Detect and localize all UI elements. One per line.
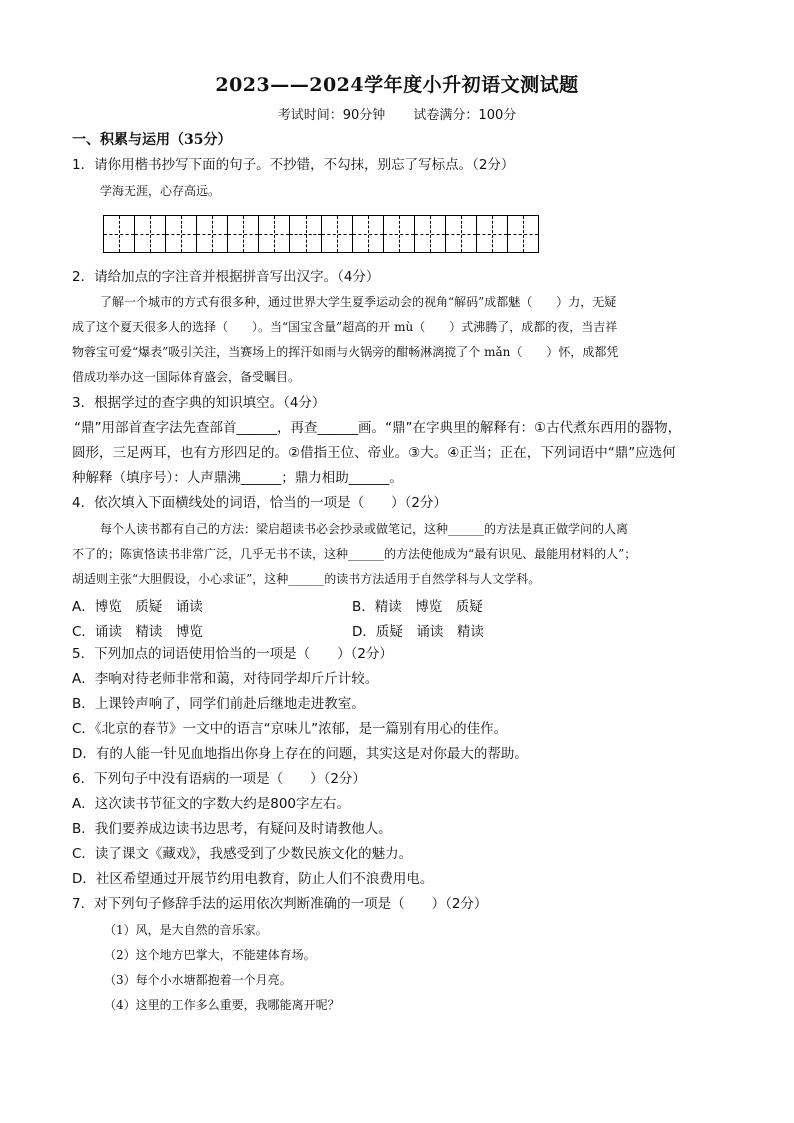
grid-cell[interactable] xyxy=(414,215,445,253)
q3-line: 圆形，三足两耳，也有方形四足的。②借指王位、帝业。③大。④正当；正在，下列词语中“鼎”应选何 xyxy=(72,445,676,461)
grid-cell[interactable] xyxy=(258,215,289,253)
grid-cell[interactable] xyxy=(445,215,476,253)
q5-option-d[interactable]: D．有的人能一针见血地指出你身上存在的问题，其实这是对你最大的帮助。 xyxy=(72,746,528,762)
grid-cell[interactable] xyxy=(352,215,383,253)
q7-item: （3）每个小水塘都抱着一个月亮。 xyxy=(104,973,292,987)
exam-info xyxy=(0,104,794,123)
grid-cell[interactable] xyxy=(289,215,320,253)
grid-cell[interactable] xyxy=(321,215,352,253)
q2-line: 了解一个城市的方式有很多种，通过世界大学生夏季运动会的视角“解码”成都魅（ ）力，无疑 xyxy=(100,295,617,309)
q2-line: 物蓉宝可爱“爆表”吸引关注，当赛场上的挥汗如雨与火锅旁的酣畅淋漓搅了个 mǎn（ ）怀，成都凭 xyxy=(72,345,619,359)
grid-cell[interactable] xyxy=(196,215,227,253)
q4-stem: 4．依次填入下面横线处的词语，恰当的一项是（ ）（2分） xyxy=(72,495,447,511)
q5-stem: 5．下列加点的词语使用恰当的一项是（ ）（2分） xyxy=(72,646,393,662)
grid-cell[interactable] xyxy=(103,215,134,253)
grid-cell[interactable] xyxy=(383,215,414,253)
q4-option-d[interactable]: D．质疑 诵读 精读 xyxy=(352,624,484,640)
exam-title: 2023——2024学年度小升初语文测试题 xyxy=(215,74,579,96)
q7-item: （2）这个地方巴掌大，不能建体育场。 xyxy=(104,948,316,962)
grid-cell[interactable] xyxy=(476,215,507,253)
full-score: 试卷满分：100分 xyxy=(413,108,517,123)
grid-cell[interactable] xyxy=(165,215,196,253)
q3-line: “鼎”用部首查字法先查部首______，再查______画。“鼎”在字典里的解释有：①古代煮东西用的器物， xyxy=(74,420,682,436)
q7-item: （4）这里的工作多么重要，我哪能离开呢？ xyxy=(104,998,340,1012)
q3-line: 种解释（填序号）：人声鼎沸______；鼎力相助______。 xyxy=(72,470,403,486)
q3-stem: 3．根据学过的查字典的知识填空。（4分） xyxy=(72,395,326,411)
q4-option-b[interactable]: B．精读 博览 质疑 xyxy=(352,599,483,615)
q5-option-b[interactable]: B．上课铃声响了，同学们前赴后继地走进教室。 xyxy=(72,696,365,712)
exam-time: 考试时间：90分钟 xyxy=(277,108,386,123)
q5-option-a[interactable]: A．李响对待老师非常和蔼，对待同学却斤斤计较。 xyxy=(72,671,379,687)
q4-line: 不了的；陈寅恪读书非常广泛，几乎无书不读，这种______的方法使他成为“最有识见、最能用材料的人”； xyxy=(72,547,637,561)
q7-item: （1）风，是大自然的音乐家。 xyxy=(104,923,268,937)
q4-line: 每个人读书都有自己的方法：梁启超读书必会抄录或做笔记，这种______的方法是真正做学问的人离 xyxy=(100,522,629,536)
q6-stem: 6．下列句子中没有语病的一项是（ ）（2分） xyxy=(72,771,366,787)
q2-line: 借成功举办这一国际体育盛会，备受瞩目。 xyxy=(72,370,301,384)
grid-cell[interactable] xyxy=(507,215,539,253)
q6-option-d[interactable]: D．社区希望通过开展节约用电教育，防止人们不浪费用电。 xyxy=(72,871,434,887)
q4-option-a[interactable]: A．博览 质疑 诵读 xyxy=(72,599,203,615)
section-heading: 一、积累与运用（35分） xyxy=(72,132,232,148)
q4-option-c[interactable]: C．诵读 精读 博览 xyxy=(72,624,203,640)
writing-grid[interactable] xyxy=(103,215,539,253)
grid-cell[interactable] xyxy=(134,215,165,253)
q2-stem: 2．请给加点的字注音并根据拼音写出汉字。（4分） xyxy=(72,269,380,285)
grid-cell[interactable] xyxy=(227,215,258,253)
q6-option-b[interactable]: B．我们要养成边读书边思考，有疑问及时请教他人。 xyxy=(72,821,392,837)
q4-line: 胡适则主张“大胆假设，小心求证”，这种______的读书方法适用于自然学科与人文学科。 xyxy=(72,572,541,586)
q6-option-c[interactable]: C．读了课文《藏戏》，我感受到了少数民族文化的魅力。 xyxy=(72,846,413,862)
q6-option-a[interactable]: A．这次读书节征文的字数大约是800字左右。 xyxy=(72,796,351,812)
q7-stem: 7．对下列句子修辞手法的运用依次判断准确的一项是（ ）（2分） xyxy=(72,896,488,912)
q1-sentence: 学海无涯，心存高远。 xyxy=(100,184,221,198)
q2-line: 成了这个夏天很多人的选择（ ）。当“国宝含量”超高的开 mù（ ）式沸腾了，成都的夜，当吉祥 xyxy=(72,320,618,334)
q1-stem: 1．请你用楷书抄写下面的句子。不抄错，不勾抹，别忘了写标点。（2分） xyxy=(72,157,515,173)
q5-option-c[interactable]: C．《北京的春节》一文中的语言“京味儿”浓郁，是一篇别有用心的佳作。 xyxy=(72,721,508,737)
